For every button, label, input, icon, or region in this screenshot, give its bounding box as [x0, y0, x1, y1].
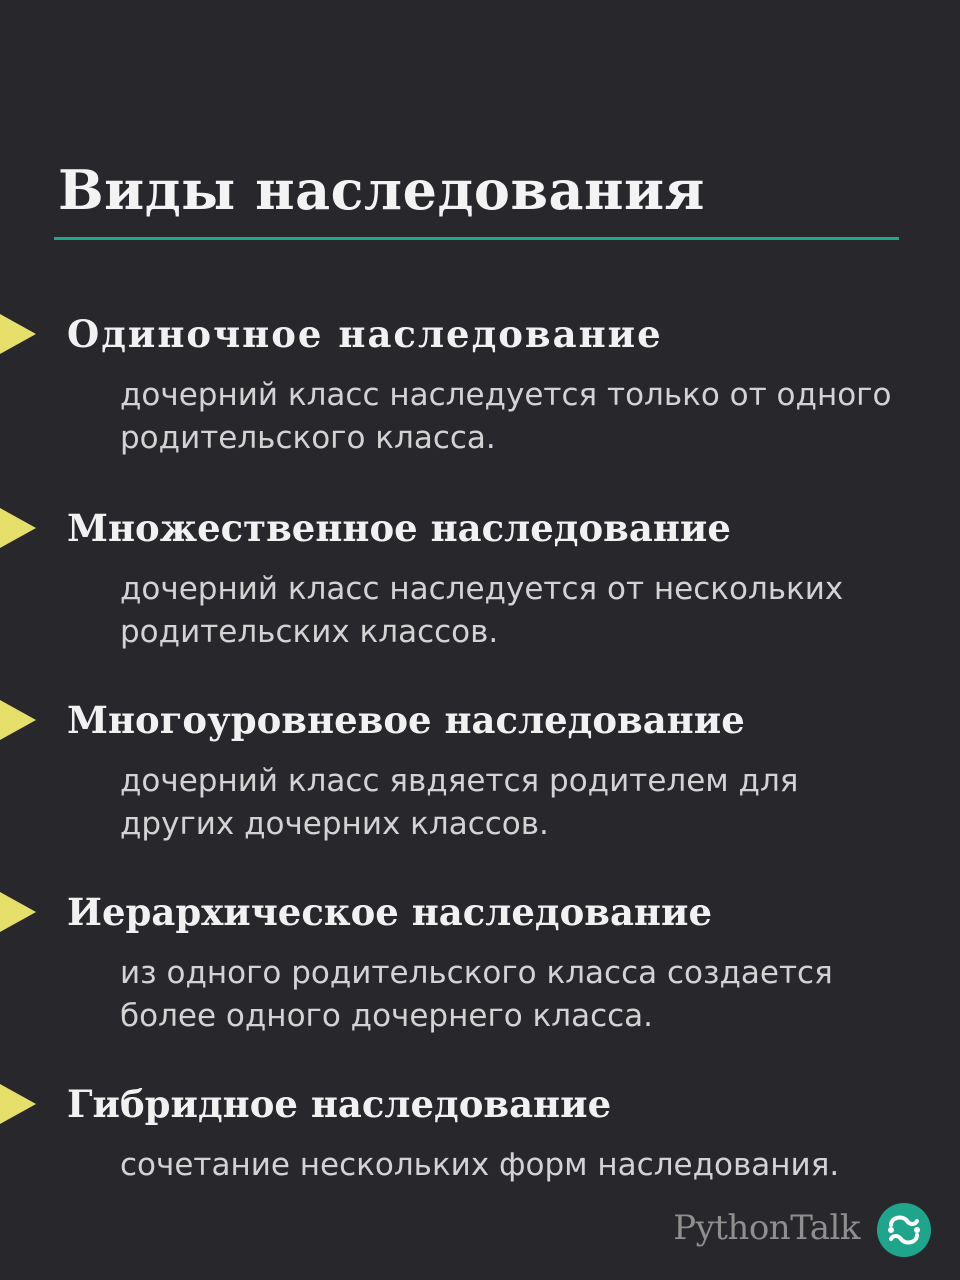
item-description-line: дочерний класс наследуется только от одного	[120, 377, 892, 413]
item-description-line: других дочерних классов.	[120, 806, 549, 842]
arrow-bullet-icon	[0, 508, 36, 548]
item-heading: Гибридное наследование	[67, 1082, 612, 1126]
page-title: Виды наследования	[58, 158, 705, 222]
item-description-line: дочерний класс явдяется родителем для	[120, 763, 799, 799]
item-description-line: родительских классов.	[120, 614, 499, 650]
item-description	[120, 568, 930, 654]
item-description	[120, 374, 930, 460]
python-talk-logo-icon	[877, 1203, 931, 1257]
title-underline	[54, 237, 899, 240]
item-heading: Одиночное наследование	[67, 312, 663, 356]
item-heading: Множественное наследование	[67, 506, 731, 550]
item-description	[120, 1144, 930, 1187]
item-description-line: сочетание нескольких форм наследования.	[120, 1147, 840, 1183]
arrow-bullet-icon	[0, 1084, 36, 1124]
item-description-line: из одного родительского класса создается	[120, 955, 833, 991]
item-description	[120, 760, 930, 846]
arrow-bullet-icon	[0, 892, 36, 932]
logo-glyph	[877, 1203, 931, 1257]
item-description-line: более одного дочернего класса.	[120, 998, 654, 1034]
item-description-line: дочерний класс наследуется от нескольких	[120, 571, 844, 607]
item-description	[120, 952, 930, 1038]
arrow-bullet-icon	[0, 700, 36, 740]
item-heading: Многоуровневое наследование	[67, 698, 745, 742]
arrow-bullet-icon	[0, 314, 36, 354]
brand-name: PythonTalk	[673, 1208, 860, 1248]
item-heading: Иерархическое наследование	[67, 890, 712, 934]
item-description-line: родительского класса.	[120, 420, 496, 456]
